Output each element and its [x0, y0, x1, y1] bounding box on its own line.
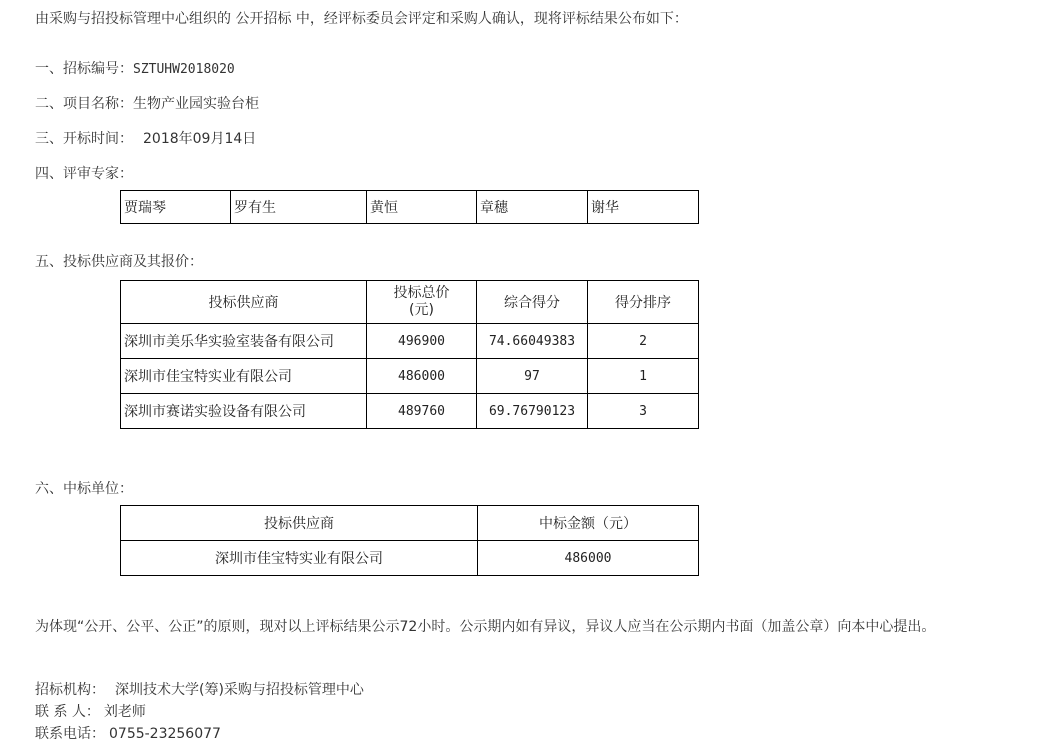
winner-supplier-cell: 深圳市佳宝特实业有限公司 — [121, 541, 478, 576]
person-value: 刘老师 — [103, 704, 146, 720]
notice-text: 为体现“公开、公平、公正”的原则，现对以上评标结果公示72小时。公示期内如有异议，异议人应当在公示期内书面（加盖公章）向本中心提出。 — [35, 619, 936, 635]
score-cell: 97 — [477, 359, 588, 394]
rank-cell: 2 — [588, 324, 699, 359]
org-label: 招标机构： — [35, 682, 105, 698]
org-line — [35, 680, 364, 700]
table-row — [121, 324, 699, 359]
winner-header-cell: 投标供应商 — [121, 506, 478, 541]
score-cell: 69.76790123 — [477, 394, 588, 429]
supplier-cell: 深圳市赛诺实验设备有限公司 — [121, 394, 367, 429]
tender-number-line — [35, 59, 235, 80]
project-name-label: 二、项目名称： — [35, 96, 133, 112]
phone-value: 0755-23256077 — [109, 726, 221, 742]
winner-amount-cell: 486000 — [478, 541, 699, 576]
price-cell: 489760 — [367, 394, 477, 429]
winner-table — [120, 505, 699, 576]
person-line — [35, 702, 146, 722]
rank-cell: 3 — [588, 394, 699, 429]
experts-heading: 四、评审专家： — [35, 166, 133, 182]
table-row — [121, 394, 699, 429]
tender-number-label: 一、招标编号： — [35, 61, 133, 77]
experts-row — [121, 191, 699, 224]
phone-line — [35, 724, 221, 744]
winner-heading: 六、中标单位： — [35, 481, 133, 497]
opening-time-label: 三、开标时间： — [35, 131, 133, 147]
expert-cell: 黄恒 — [367, 191, 477, 224]
tender-number-value: SZTUHW2018020 — [133, 62, 235, 77]
bids-header-cell: 得分排序 — [588, 281, 699, 324]
expert-cell: 罗有生 — [231, 191, 367, 224]
bids-heading: 五、投标供应商及其报价： — [35, 254, 203, 270]
table-row — [121, 359, 699, 394]
table-row — [121, 541, 699, 576]
expert-cell: 谢华 — [588, 191, 699, 224]
opening-time-line — [35, 129, 256, 149]
opening-time-value: 2018年09月14日 — [143, 131, 257, 147]
rank-cell: 1 — [588, 359, 699, 394]
bids-table — [120, 280, 699, 429]
price-cell: 486000 — [367, 359, 477, 394]
bids-header-cell: 综合得分 — [477, 281, 588, 324]
price-cell: 496900 — [367, 324, 477, 359]
expert-cell: 章穗 — [477, 191, 588, 224]
bids-header-cell: 投标总价 (元) — [367, 281, 477, 324]
winner-header-cell: 中标金额（元） — [478, 506, 699, 541]
supplier-cell: 深圳市美乐华实验室装备有限公司 — [121, 324, 367, 359]
project-name-line — [35, 94, 259, 114]
winner-header-row — [121, 506, 699, 541]
phone-label: 联系电话： — [35, 726, 105, 742]
experts-table — [120, 190, 699, 224]
bids-header-cell: 投标供应商 — [121, 281, 367, 324]
bids-header-row — [121, 281, 699, 324]
supplier-cell: 深圳市佳宝特实业有限公司 — [121, 359, 367, 394]
org-value: 深圳技术大学(筹)采购与招投标管理中心 — [115, 682, 364, 698]
score-cell: 74.66049383 — [477, 324, 588, 359]
person-label: 联 系 人： — [35, 704, 100, 720]
intro-text: 由采购与招投标管理中心组织的 公开招标 中，经评标委员会评定和采购人确认，现将评标结果公布如下： — [35, 11, 688, 27]
expert-cell: 贾瑞琴 — [121, 191, 231, 224]
project-name-value: 生物产业园实验台柜 — [133, 96, 259, 112]
